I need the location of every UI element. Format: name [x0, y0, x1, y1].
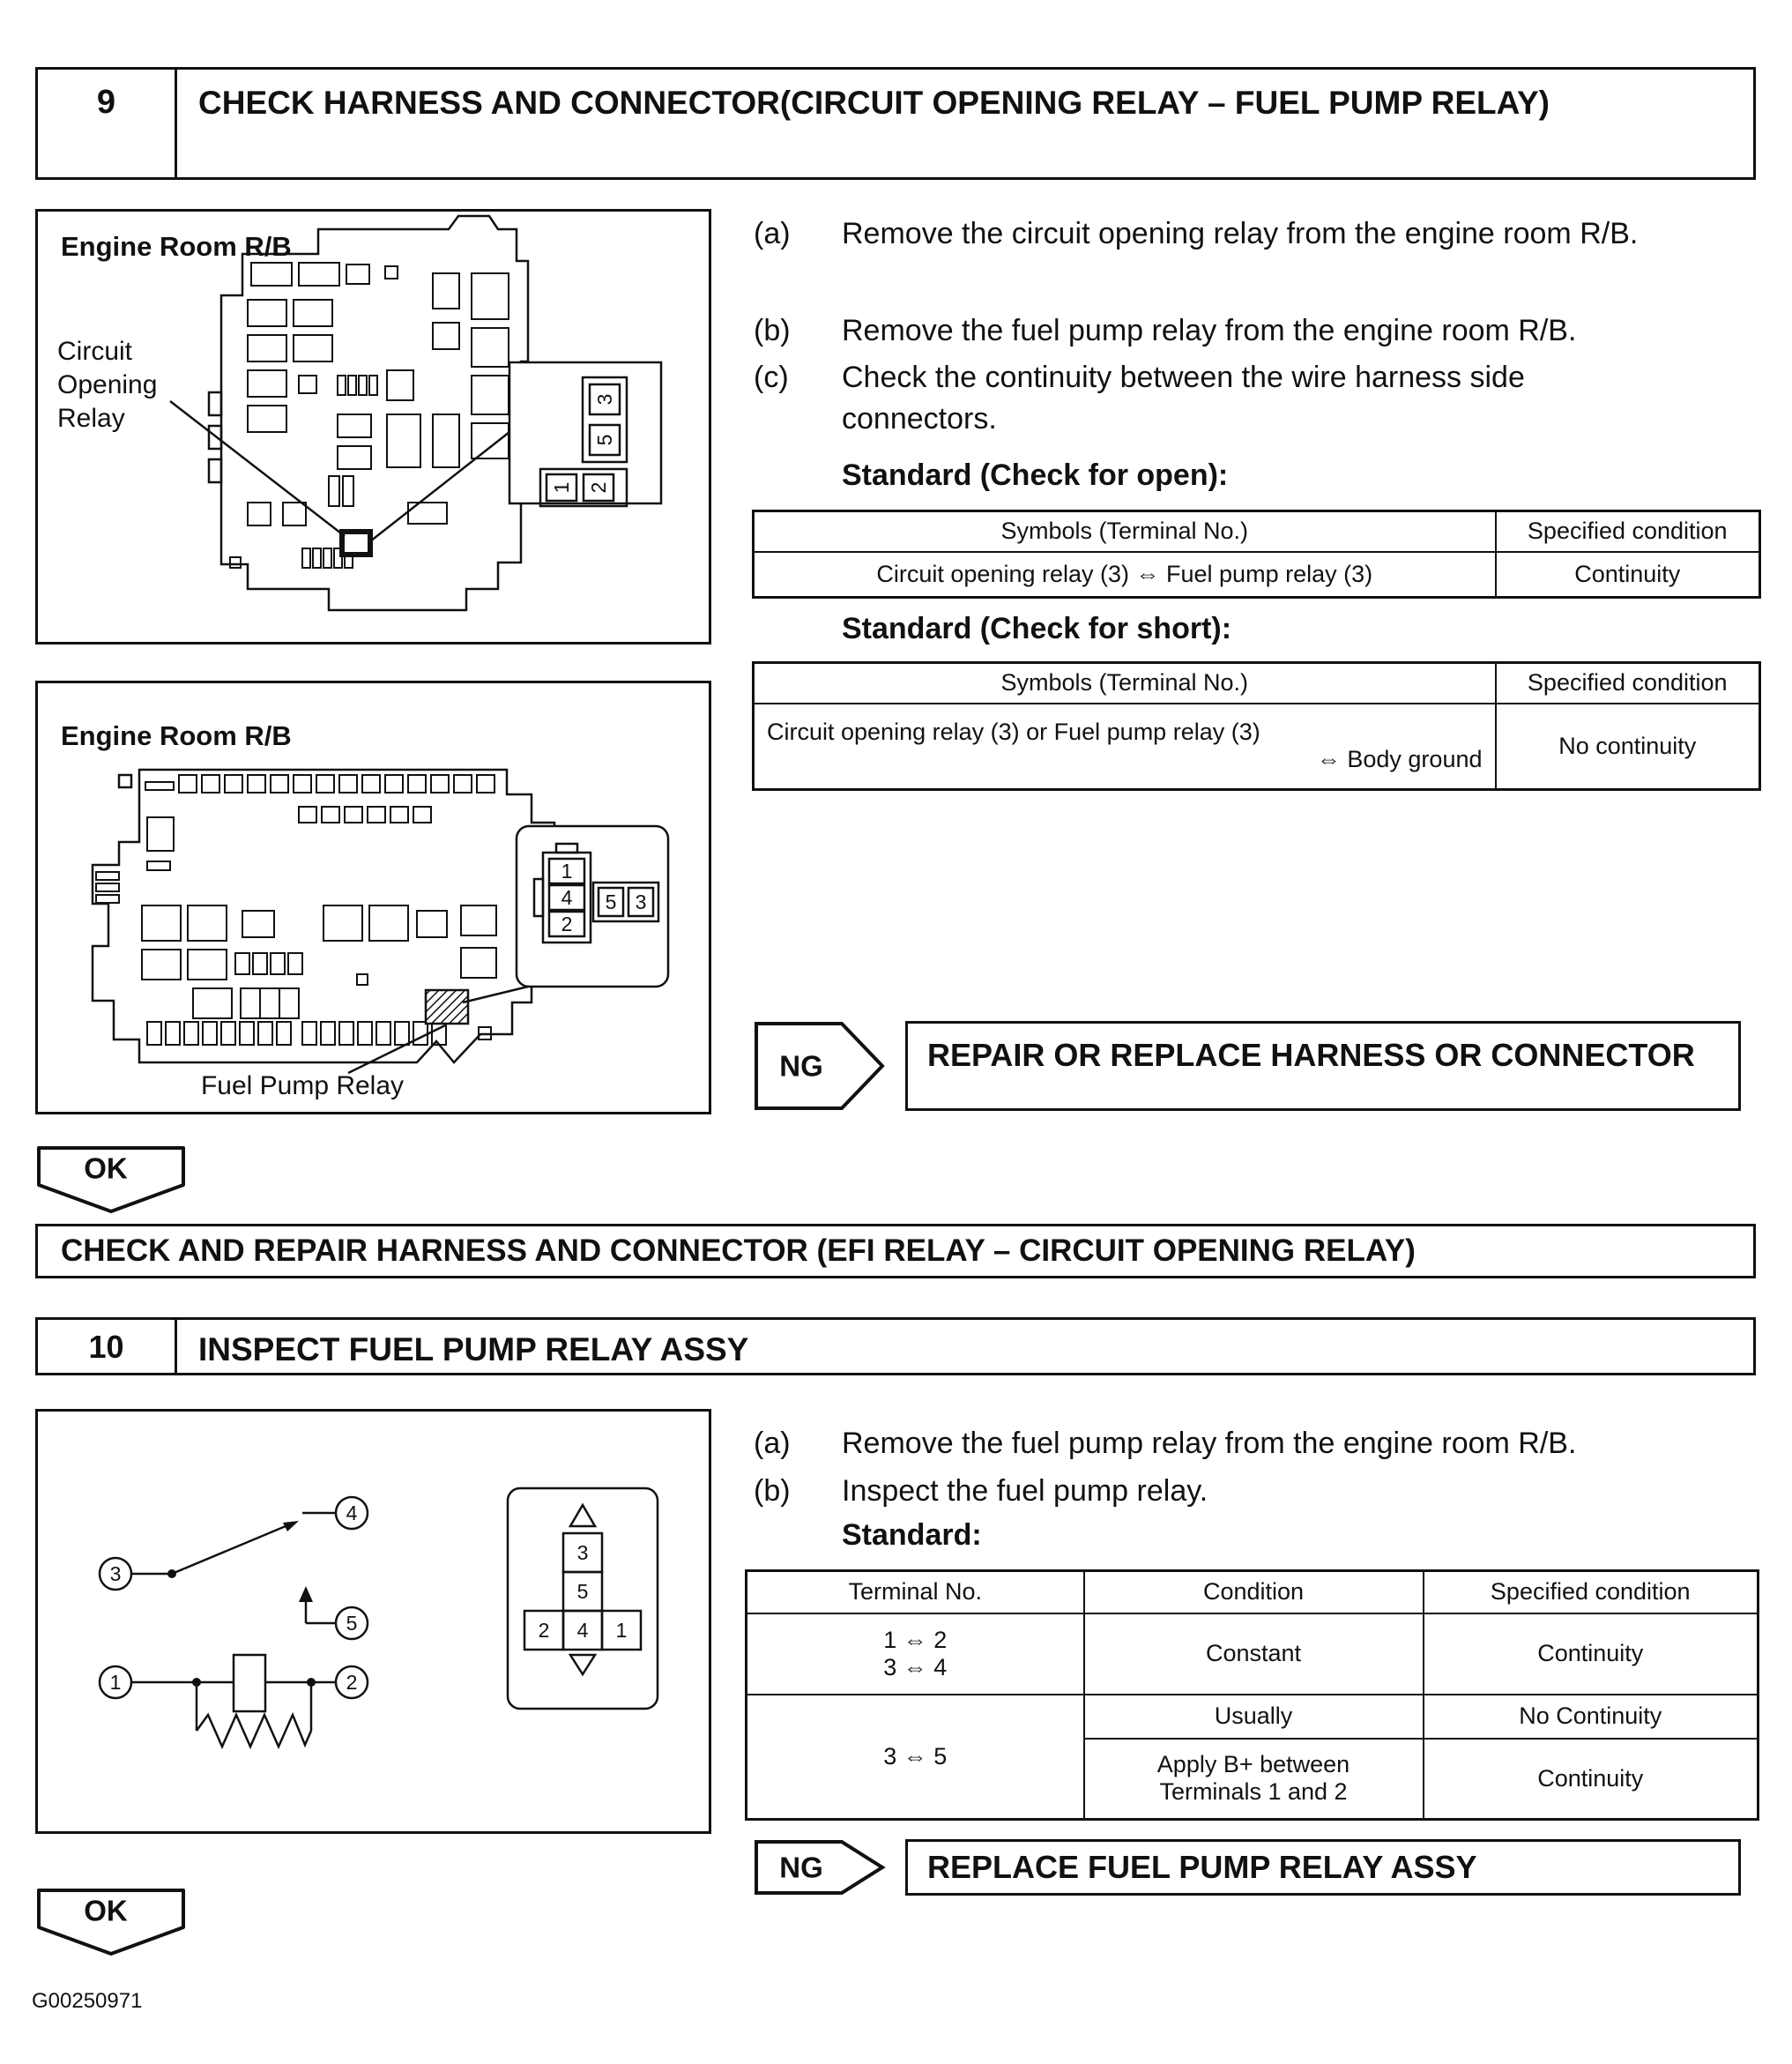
- ok-label: OK: [84, 1894, 128, 1927]
- pin-label: 2: [538, 1619, 550, 1642]
- step9-header: [35, 67, 1756, 180]
- step9-ok-badge: [35, 1144, 187, 1219]
- ng-arrow-icon: [754, 1839, 886, 1896]
- table-header-specified: Specified condition: [1496, 511, 1760, 552]
- table-row: [754, 552, 1760, 598]
- figure-code: G00250971: [32, 1989, 143, 2013]
- step9-title: CHECK HARNESS AND CONNECTOR(CIRCUIT OPENING RELAY – FUEL PUMP RELAY): [198, 85, 1550, 121]
- pin-label: 4: [576, 1619, 589, 1642]
- fuel-pump-relay-slot: [426, 990, 468, 1024]
- engine-room-rb-diagram-2: [35, 681, 711, 1114]
- symbols-line-2: ⇔ Body ground: [1316, 746, 1483, 773]
- instruction-letter: (b): [754, 314, 791, 347]
- condition-cell: No continuity: [1496, 704, 1760, 790]
- ok-label: OK: [84, 1151, 128, 1185]
- terminal-label: 4: [346, 1501, 358, 1524]
- terminal-line-1: 1 ⇔ 2: [883, 1626, 948, 1653]
- table-row: [754, 704, 1760, 790]
- pin-label: 4: [561, 886, 573, 909]
- diagram2-callout: Fuel Pump Relay: [200, 1071, 405, 1100]
- circuit-opening-relay-slot: [342, 532, 370, 555]
- step9-number: 9: [38, 70, 177, 177]
- pin-label: 5: [576, 1580, 589, 1603]
- table-header-specified: Specified condition: [1424, 1571, 1759, 1613]
- table-header-symbols: Symbols (Terminal No.): [754, 511, 1496, 552]
- step9-instruction-c: [754, 357, 1688, 440]
- terminal-line-2: 3 ⇔ 4: [883, 1653, 948, 1680]
- detail-line-2: [463, 987, 528, 1002]
- table-row: [747, 1695, 1759, 1739]
- terminal-cell: [747, 1613, 1084, 1695]
- table-header-specified: Specified condition: [1496, 663, 1760, 704]
- short-check-table: [752, 661, 1761, 791]
- specified-cell: Continuity: [1424, 1739, 1759, 1820]
- instruction-letter: (a): [754, 217, 791, 250]
- ng-label: NG: [779, 1049, 823, 1083]
- condition-cell: Continuity: [1496, 552, 1760, 598]
- connector-detail-2: [517, 826, 668, 987]
- callout-line-2: [348, 1025, 445, 1073]
- instruction-text: Inspect the fuel pump relay.: [842, 1474, 1208, 1508]
- symbols-line-1: Circuit opening relay (3) or Fuel pump relay (3): [767, 719, 1260, 746]
- step10-title: INSPECT FUEL PUMP RELAY ASSY: [198, 1331, 749, 1367]
- instruction-letter: (a): [754, 1427, 791, 1460]
- table-header-symbols: Symbols (Terminal No.): [754, 663, 1496, 704]
- step10-ok-badge: [35, 1887, 187, 1962]
- pin-label: 3: [576, 1541, 589, 1564]
- relay-circuit-wires: [131, 1513, 336, 1747]
- step9-instruction-b: [754, 310, 1688, 352]
- pin-label: 2: [561, 913, 573, 935]
- ng-label: NG: [779, 1851, 823, 1884]
- detail-line-1: [370, 432, 509, 541]
- diagram1-callout: Relay: [57, 404, 125, 433]
- circuit-opening-relay-drawing: [38, 212, 709, 642]
- ok-arrow-icon: [35, 1887, 187, 1957]
- specified-cell: Continuity: [1424, 1613, 1759, 1695]
- pin-label: 5: [605, 890, 617, 913]
- terminal-label: 1: [109, 1671, 122, 1694]
- diagram1-title: Engine Room R/B: [61, 231, 292, 262]
- instruction-letter: (c): [754, 361, 789, 394]
- fuel-pump-relay-drawing: [38, 683, 709, 1112]
- pin-label: 1: [550, 481, 573, 494]
- step10-instruction-b: [754, 1471, 1688, 1512]
- connector-detail-1: [509, 362, 661, 506]
- condition-line-1: Apply B+ between: [1156, 1751, 1350, 1778]
- instruction-text: Remove the fuel pump relay from the engine room R/B.: [842, 1427, 1577, 1460]
- step10-ng-row: [754, 1839, 1741, 1896]
- pin-label: 1: [561, 860, 573, 883]
- pin-label: 5: [593, 434, 616, 446]
- pin-label: 2: [587, 481, 610, 494]
- standard-short-heading: Standard (Check for short):: [842, 612, 1232, 645]
- table-row: [747, 1613, 1759, 1695]
- ok-arrow-icon: [35, 1144, 187, 1215]
- standard-heading: Standard:: [842, 1518, 982, 1552]
- instruction-text: Remove the fuel pump relay from the engine room R/B.: [842, 314, 1577, 347]
- instruction-letter: (b): [754, 1474, 791, 1508]
- terminal-cell: 3 ⇔ 5: [747, 1695, 1084, 1820]
- step9-instruction-a: [754, 213, 1688, 255]
- specified-cell: No Continuity: [1424, 1695, 1759, 1739]
- diagram1-callout: Circuit: [57, 337, 133, 366]
- step9-ng-row: [754, 1021, 1741, 1111]
- terminal-label: 2: [346, 1671, 358, 1694]
- step10-ng-action: REPLACE FUEL PUMP RELAY ASSY: [905, 1839, 1741, 1896]
- condition-line-2: Terminals 1 and 2: [1159, 1778, 1348, 1806]
- step10-number: 10: [38, 1320, 177, 1373]
- terminal-label: 5: [346, 1612, 358, 1635]
- fuse-elements-1: [230, 263, 509, 568]
- cross-reference-banner: CHECK AND REPAIR HARNESS AND CONNECTOR (EFI RELAY – CIRCUIT OPENING RELAY): [35, 1224, 1756, 1278]
- diagram1-callout: Opening: [57, 370, 158, 399]
- standard-open-heading: Standard (Check for open):: [842, 458, 1229, 492]
- instruction-text: Check the continuity between the wire harness side connectors.: [842, 361, 1525, 436]
- diagram2-title: Engine Room R/B: [61, 720, 292, 751]
- step9-ng-action: REPAIR OR REPLACE HARNESS OR CONNECTOR: [905, 1021, 1741, 1111]
- pin-label: 3: [635, 890, 647, 913]
- instruction-text: Remove the circuit opening relay from the engine room R/B.: [842, 217, 1639, 250]
- relay-circuit-diagram: [35, 1409, 711, 1834]
- table-header-condition: Condition: [1084, 1571, 1424, 1613]
- pinout-detail: [508, 1488, 658, 1709]
- engine-room-rb-diagram-1: [35, 209, 711, 645]
- step10-header: [35, 1317, 1756, 1375]
- condition-cell: [1084, 1739, 1424, 1820]
- symbols-cell: Circuit opening relay (3) ⇔ Fuel pump relay (3): [754, 552, 1496, 598]
- relay-schematic-drawing: [38, 1412, 709, 1831]
- callout-line-1: [170, 401, 345, 536]
- pin-label: 3: [593, 393, 616, 406]
- open-check-table: [752, 510, 1761, 599]
- relay-inspection-table: [745, 1569, 1759, 1821]
- terminal-label: 3: [109, 1562, 122, 1585]
- step10-instruction-a: [754, 1423, 1688, 1464]
- table-header-terminal: Terminal No.: [747, 1571, 1084, 1613]
- condition-cell: Constant: [1084, 1613, 1424, 1695]
- condition-cell: Usually: [1084, 1695, 1424, 1739]
- ng-arrow-icon: [754, 1021, 886, 1111]
- pin-label: 1: [615, 1619, 628, 1642]
- symbols-cell: [754, 704, 1496, 790]
